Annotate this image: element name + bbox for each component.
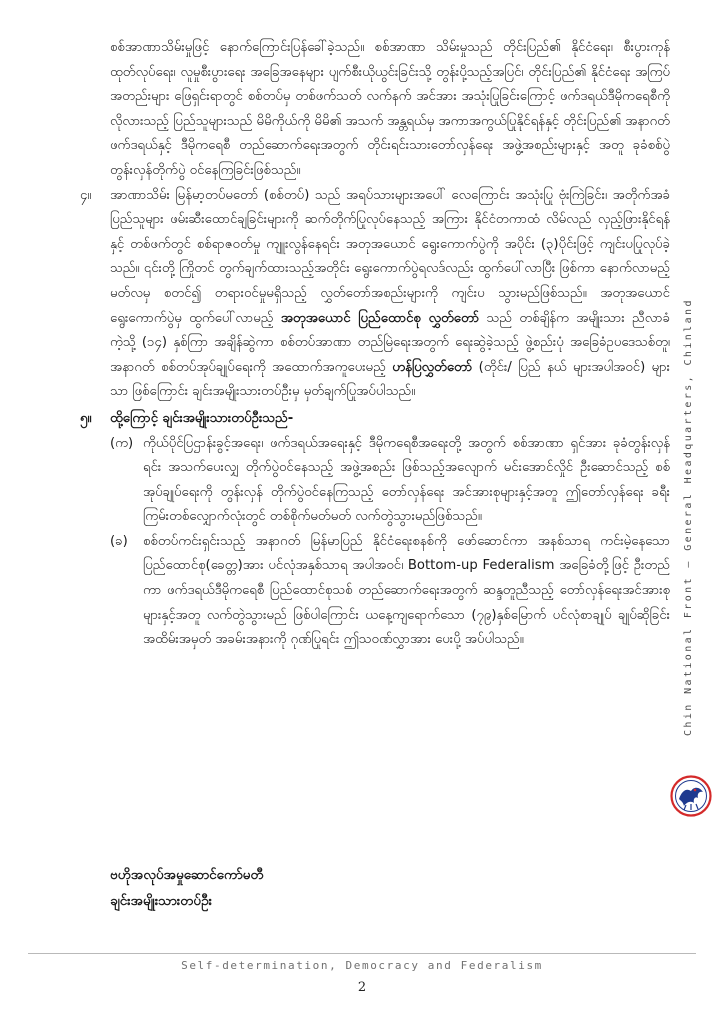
intro-paragraph: စစ်အာဏာသိမ်းမှုဖြင့် နောက်ကြောင်းပြန်ခေါ်ခဲ့သည်။ စစ်အာဏာ သိမ်းမှုသည် တိုင်းပြည်၏ နိုင်ငံရေး၊ စီးပွားကုန်ထုတ်လုပ်ရေး၊ လူမှုစီးပွားရေး အခြေအနေများ ပျက်စီးယိုယွင်းခြင်းသို့ တွန်းပို့သည့်အပြင်၊ တိုင်းပြည်၏ နိုင်ငံရေး အကြပ်အတည်းများ ဖြေရှင်းရာတွင် စစ်တပ်မှ တစ်ဖက်သတ် လက်နက် အင်အား အသုံးပြုခြင်းကြောင့် ဖက်ဒရယ်ဒီမိုကရေစီကို လိုလားသည့် ပြည်သူများသည် မိမိကိုယ်ကို မိမိ၏ အသက် အန္တရယ်မှ အကာအကွယ်ပြုနိုင်ရန်နှင့် တိုင်းပြည်၏ အနာဂတ်ဖက်ဒရယ်နှင့် ဒီမိုကရေစီ တည်ဆောက်ရေးအတွက် တိုင်းရင်းသားတော်လှန်ရေး အဖွဲ့အစည်းများနှင့် အတူ ခုခံစစ်ပွဲ တွန်းလှန်တိုက်ပွဲ ဝင်နေကြခြင်းဖြစ်သည်။ (110, 40, 670, 178)
section-4-bold-term-2: ဟန်ပြလွှတ်တော် (392, 359, 473, 375)
section-5-heading: ထို့ကြောင့် ချင်းအမျိုးသားတပ်ဦးသည်- (110, 410, 294, 426)
section-4-text-part1: အာဏာသိမ်း မြန်မာ့တပ်မတော် (စစ်တပ်) သည် အရပ်သားများအပေါ် လေကြောင်း အသုံးပြု ဗုံးကြဲခြင်း၊ အတိုက်အခံပြည်သူများ ဖမ်းဆီးထောင်ချခြင်းများကို ဆက်တိုက်ပြုလုပ်နေသည့် အကြား နိုင်ငံတကာထံ လိမ်လည် လှည့်ဖြားနိုင်ရန်နှင့် တစ်ဖက်တွင် စစ်ရာဇ၀တ်မှု ကျူးလွန်နေရင်း အတုအယောင် ရွေးကောက်ပွဲကို အပိုင်း (၃)ပိုင်းဖြင့် ကျင်းပပြုလုပ်ခဲ့သည်။ ၎င်းတို့ ကြိုတင် တွက်ချက်ထားသည့်အတိုင်း ရွေးကောက်ပွဲရလဒ်လည်း ထွက်ပေါ်လာပြီး ဖြစ်ကာ နောက်လာမည့် မတ်လမှ စတင်၍ တရားဝင်မှုမရှိသည့် လွှတ်တော်အစည်းများကို ကျင်းပ သွားမည်ဖြစ်သည်။ အတုအယောင်ရွေးကောက်ပွဲမှ ထွက်ပေါ်လာမည့် (110, 187, 670, 326)
signature-organization: ချင်းအမျိုးသားတပ်ဦး (110, 893, 213, 909)
section-5-item-ka-label: (က) (110, 435, 134, 451)
section-5-number: ၅။ (80, 410, 92, 426)
section-5 (80, 407, 670, 432)
section-4-text-part2: သည် တစ်ချိန်က အမျိုးသား ညီလာခံကဲ့သို့ (၁၄) နှစ်ကြာ အချိန်ဆွဲကာ စစ်တပ်အာဏာ တည်မြဲရေးအတွက် ရေးဆွဲခဲ့သည့် ဖွဲ့စည်းပုံ အခြေခံဥပဒေသစ်တူ၊ အနာဂတ် စစ်တပ်အုပ်ချုပ်ရေးကို အထောက်အကူပေးမည့် (110, 310, 670, 375)
section-5-item-kha-label: (ခ) (110, 533, 128, 549)
footer-divider (28, 953, 696, 954)
footer-motto: Self-determination, Democracy and Federalism (181, 959, 543, 972)
section-5-item-ka (110, 432, 670, 530)
side-caption-text: Chin National Front – General Headquarters, Chinland (683, 298, 694, 736)
cnf-seal-logo (670, 775, 712, 817)
section-5-item-kha-text: စစ်တပ်ကင်းရှင်းသည့် အနာဂတ် မြန်မာပြည် နိုင်ငံရေးစနစ်ကို ဖော်ဆောင်ကာ အနစ်သာရ ကင်းမဲ့နေသော ပြည်ထောင်စု(ခေတ္တ)အား ပင်လုံအနှစ်သာရ အပါအဝင်၊ Bottom-up Federalism အခြေခံတို့ဖြင့် ဦးတည်ကာ ဖက်ဒရယ်ဒီမိုကရေစီ ပြည်ထောင်စုသစ် တည်ဆောက်ရေးအတွက် ဆန္ဒတူညီသည့် တော်လှန်ရေးအင်အားစု များနှင့်အတူ လက်တွဲသွားမည် ဖြစ်ပါကြောင်း ယနေ့ကျရောက်သော (၇၉)နှစ်မြောက် ပင်လုံစာချုပ် ချုပ်ဆိုခြင်း အထိမ်းအမှတ် အခမ်းအနားကို ဂုဏ်ပြုရင်း ဤသဝဏ်လွှာအား ပေးပို့ အပ်ပါသည်။ (143, 533, 670, 648)
page-number: 2 (357, 980, 367, 995)
section-5-item-kha (110, 530, 670, 653)
signature-committee: ဗဟိုအလုပ်အမှုဆောင်ကော်မတီ (110, 867, 264, 883)
section-4-bold-term-1: အတုအယောင် ပြည်ထောင်စု လွှတ်တော် (280, 310, 480, 326)
signature-block (110, 862, 264, 914)
section-4-text-part3: (တိုင်း/ ပြည် နယ် များအပါအဝင်) များသာ ဖြစ်ကြောင်း ချင်းအမျိုးသားတပ်ဦးမှ မှတ်ချက်ပြုအပ်ပါသည်။ (110, 359, 670, 400)
document-body (80, 36, 670, 653)
section-4-number: ၄။ (80, 187, 92, 203)
section-5-item-ka-text: ကိုယ်ပိုင်ပြဌာန်းခွင့်အရေး၊ ဖက်ဒရယ်အရေးနှင့် ဒီမိုကရေစီအရေးတို့ အတွက် စစ်အာဏာ ရှင်အား ခုခံတွန်းလှန် ရင်း အသက်ပေးလျှ တိုက်ပွဲဝင်နေသည့် အဖွဲ့အစည်း ဖြစ်သည့်အလျောက် မင်းအောင်လှိုင် ဦးဆောင်သည့် စစ် အုပ်ချုပ်ရေးကို တွန်းလှန် တိုက်ပွဲဝင်နေကြသည့် တော်လှန်ရေး အင်အားစုများနှင့်အတူ ဤတော်လှန်ရေး ခရီး ကြမ်းတစ်လျှောက်လုံးတွင် တစ်စိုက်မတ်မတ် လက်တွဲသွားမည်ဖြစ်သည်။ (143, 435, 670, 525)
section-4 (80, 184, 670, 405)
